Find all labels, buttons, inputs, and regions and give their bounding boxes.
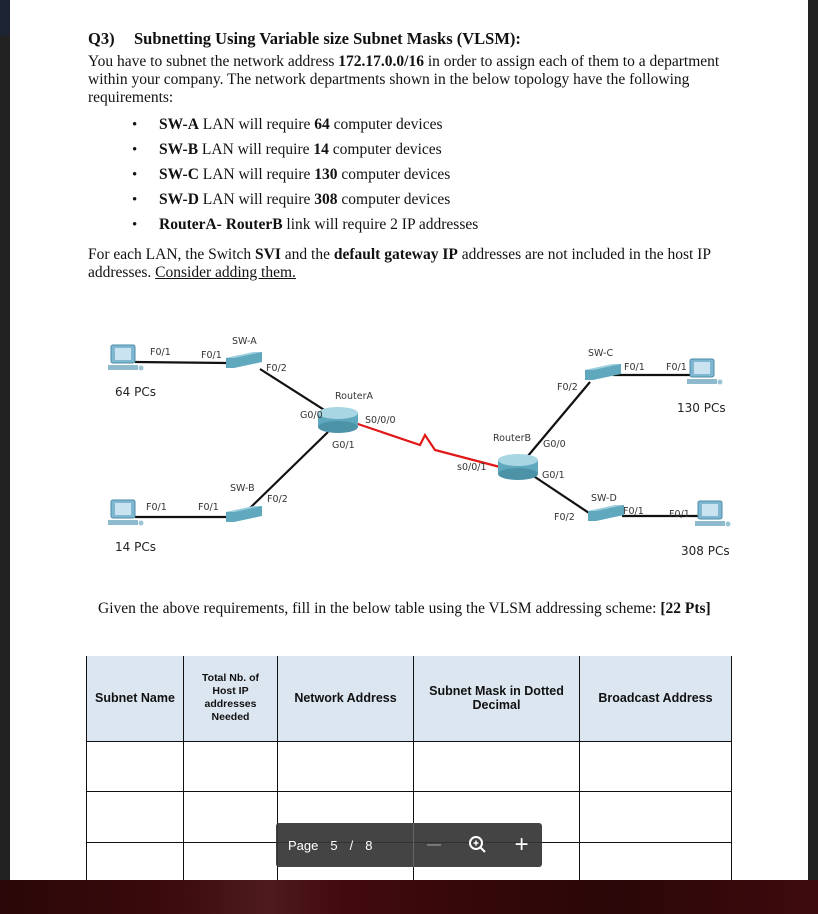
- note-text: For each LAN, the Switch: [88, 246, 256, 263]
- table-cell[interactable]: [87, 792, 184, 843]
- instruction-body: Given the above requirements, fill in the below table using the VLSM addressing scheme:: [98, 600, 661, 617]
- port-label: G0/0: [300, 410, 323, 421]
- port-label: F0/1: [201, 350, 222, 361]
- instruction-text: [98, 600, 711, 618]
- pc-icon-b: [108, 500, 144, 526]
- port-label: F0/2: [554, 512, 575, 523]
- requirement-item: [132, 216, 478, 241]
- requirement-item: [132, 141, 478, 166]
- note-bold: SVI: [255, 246, 281, 263]
- table-row: [87, 741, 732, 792]
- requirements-list: [132, 116, 478, 241]
- header-broadcast-address: Broadcast Address: [580, 656, 732, 741]
- table-header-row: [87, 656, 732, 741]
- current-page[interactable]: 5: [330, 837, 338, 853]
- table-cell[interactable]: [580, 741, 732, 792]
- device-label-sw-a: SW-A: [232, 336, 257, 347]
- port-label: s0/0/1: [457, 462, 487, 473]
- pc-group-label-d: 308 PCs: [681, 544, 730, 558]
- table-cell[interactable]: [184, 741, 278, 792]
- pc-icon-a: [108, 345, 144, 371]
- device-label-sw-b: SW-B: [230, 483, 255, 494]
- req-count: 308: [314, 191, 338, 208]
- question-title: [88, 29, 521, 49]
- requirement-item: [132, 191, 478, 216]
- question-title-text: Subnetting Using Variable size Subnet Masks (VLSM):: [134, 29, 521, 48]
- switch-icon-b: [226, 506, 262, 522]
- table-cell[interactable]: [184, 842, 278, 880]
- network-topology-diagram: [10, 325, 808, 575]
- device-label-router-b: RouterB: [493, 433, 531, 444]
- req-name: SW-D: [159, 191, 199, 208]
- device-label-sw-c: SW-C: [588, 348, 614, 359]
- router-icon-a: [318, 407, 358, 433]
- note-text: and the: [280, 246, 334, 263]
- req-text: computer devices: [337, 191, 451, 208]
- intro-paragraph: [88, 53, 748, 107]
- port-label: S0/0/0: [365, 415, 396, 426]
- zoom-in-button[interactable]: +: [514, 831, 529, 858]
- req-count: 64: [314, 116, 330, 133]
- req-text: computer devices: [329, 116, 443, 133]
- zoom-out-button[interactable]: [427, 844, 441, 846]
- req-text: LAN will require: [198, 191, 315, 208]
- pc-group-label-c: 130 PCs: [677, 401, 726, 415]
- req-name: SW-B: [159, 141, 199, 158]
- port-label: G0/1: [542, 470, 565, 481]
- port-label: F0/2: [266, 363, 287, 374]
- question-number: Q3): [88, 29, 115, 48]
- port-label: F0/2: [267, 494, 288, 505]
- req-text: computer devices: [337, 166, 451, 183]
- header-network-address: Network Address: [278, 656, 414, 741]
- device-label-sw-d: SW-D: [591, 493, 617, 504]
- document-page: [10, 0, 808, 880]
- port-label: F0/1: [666, 362, 687, 373]
- req-count: 130: [314, 166, 338, 183]
- table-cell[interactable]: [414, 741, 580, 792]
- req-text: LAN will require: [198, 116, 315, 133]
- port-label: F0/1: [150, 347, 171, 358]
- pc-group-label-a: 64 PCs: [115, 385, 156, 399]
- total-pages: 8: [365, 837, 373, 853]
- router-icon-b: [498, 454, 538, 480]
- switch-icon-d: [588, 505, 624, 521]
- port-label: F0/1: [669, 509, 690, 520]
- req-name: SW-A: [159, 116, 199, 133]
- zoom-controls: [414, 823, 542, 867]
- network-address: 172.17.0.0/16: [338, 53, 424, 70]
- req-text: LAN will require: [198, 141, 314, 158]
- port-label: F0/1: [624, 362, 645, 373]
- requirement-item: [132, 166, 478, 191]
- page-label: Page: [288, 837, 319, 853]
- zoom-fit-icon[interactable]: [468, 835, 488, 855]
- table-cell[interactable]: [580, 842, 732, 880]
- port-label: F0/1: [198, 502, 219, 513]
- intro-text: You have to subnet the network address: [88, 53, 339, 70]
- table-cell[interactable]: [580, 792, 732, 843]
- pdf-toolbar: [276, 823, 542, 867]
- req-name: SW-C: [159, 166, 199, 183]
- port-label: F0/1: [146, 502, 167, 513]
- req-name: RouterA- RouterB: [159, 216, 283, 233]
- port-label: G0/1: [332, 440, 355, 451]
- header-subnet-name: Subnet Name: [87, 656, 184, 741]
- req-text: computer devices: [328, 141, 442, 158]
- intro-text-2: in order to assign each of them to a department within your company. The network departments shown in the below topology have the following requirements:: [88, 53, 720, 106]
- req-text: link will require 2 IP addresses: [282, 216, 479, 233]
- note-text: addresses are not included in the host IP addresses.: [88, 246, 711, 281]
- switch-icon-c: [585, 364, 621, 380]
- header-host-count: Total Nb. of Host IP addresses Needed: [184, 656, 278, 741]
- port-label: G0/0: [543, 439, 566, 450]
- note-bold: default gateway IP: [333, 246, 458, 263]
- note-underline: Consider adding them.: [155, 264, 296, 281]
- req-count: 14: [313, 141, 329, 158]
- device-label-router-a: RouterA: [335, 391, 373, 402]
- viewer-bottom-bar: [0, 880, 818, 914]
- pc-icon-c: [687, 359, 723, 385]
- pc-icon-d: [695, 501, 731, 527]
- port-label: F0/1: [623, 506, 644, 517]
- note-paragraph: [88, 246, 748, 282]
- table-cell[interactable]: [278, 741, 414, 792]
- page-indicator: [276, 823, 414, 867]
- requirement-item: [132, 116, 478, 141]
- points-label: [22 Pts]: [660, 600, 711, 617]
- req-text: LAN will require: [198, 166, 315, 183]
- header-subnet-mask: Subnet Mask in Dotted Decimal: [414, 656, 580, 741]
- table-cell[interactable]: [184, 792, 278, 843]
- pc-group-label-b: 14 PCs: [115, 540, 156, 554]
- topology-links: [10, 325, 808, 575]
- table-cell[interactable]: [87, 741, 184, 792]
- table-cell[interactable]: [87, 842, 184, 880]
- switch-icon-a: [226, 352, 262, 368]
- page-separator: /: [349, 837, 354, 853]
- port-label: F0/2: [557, 382, 578, 393]
